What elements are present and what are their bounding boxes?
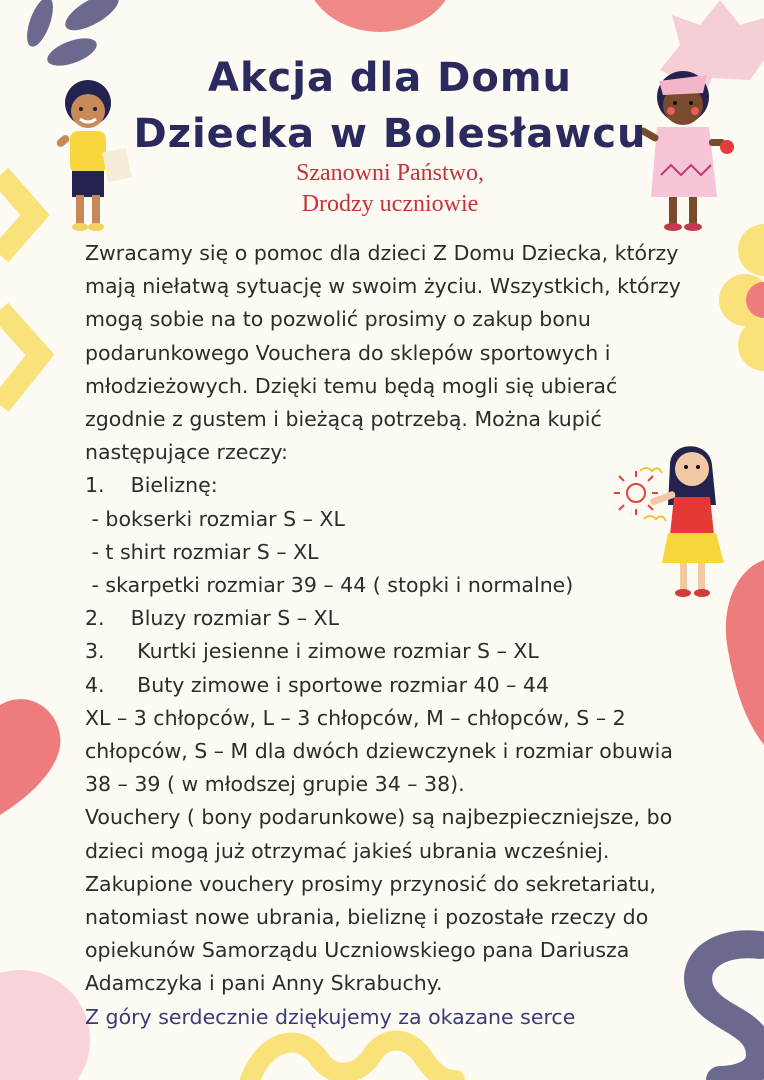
- pink-blob-shape: [305, 0, 455, 32]
- greeting-line: Drodzy uczniowie: [301, 191, 479, 217]
- list-item: 2. Bluzy rozmiar S – XL: [85, 606, 339, 631]
- yellow-squiggle-shape: [250, 1041, 455, 1080]
- page-title: [110, 50, 670, 162]
- body-paragraph: [85, 237, 735, 1034]
- body-line: Adamczyka i pani Anny Skrabuchy.: [85, 971, 443, 996]
- list-item: 3. Kurtki jesienne i zimowe rozmiar S – XL: [85, 639, 539, 664]
- letter-body: [85, 237, 735, 1034]
- navy-leaf-shape: [44, 33, 100, 71]
- pink-heart-shape: [0, 699, 60, 815]
- yellow-zigzag-shape: [0, 175, 35, 255]
- body-line: XL – 3 chłopców, L – 3 chłopców, M – chłopców, S – 2: [85, 705, 626, 730]
- body-line: natomiast nowe ubrania, bieliznę i pozostałe rzeczy do: [85, 905, 649, 930]
- navy-leaf-shape: [22, 0, 59, 50]
- body-line: Zakupione vouchery prosimy przynosić do sekretariatu,: [85, 871, 657, 896]
- list-subitem: - t shirt rozmiar S – XL: [85, 539, 319, 564]
- body-line: dzieci mogą już otrzymać jakieś ubrania wcześniej.: [85, 838, 610, 863]
- title-line: Dziecka w Bolesławcu: [133, 111, 647, 157]
- body-line: Vouchery ( bony podarunkowe) są najbezpieczniejsze, bo: [85, 805, 673, 830]
- body-line: następujące rzeczy:: [85, 440, 288, 465]
- body-line: Zwracamy się o pomoc dla dzieci Z Domu Dziecka, którzy: [85, 241, 679, 265]
- list-item: 1. Bieliznę:: [85, 473, 218, 498]
- greeting-line: Szanowni Państwo,: [296, 160, 484, 186]
- body-line: opiekunów Samorządu Uczniowskiego pana Dariusza: [85, 938, 630, 963]
- list-item: 4. Buty zimowe i sportowe rozmiar 40 – 44: [85, 672, 550, 697]
- body-line: mogą sobie na to pozwolić prosimy o zakup bonu: [85, 307, 591, 332]
- body-line: 38 – 39 ( w młodszej grupie 34 – 38).: [85, 772, 465, 797]
- navy-leaf-shape: [60, 0, 124, 37]
- pink-blob-shape: [0, 970, 90, 1080]
- title-line: Akcja dla Domu: [208, 55, 572, 101]
- closing-line: Z góry serdecznie dziękujemy za okazane serce: [85, 1004, 576, 1029]
- list-subitem: - bokserki rozmiar S – XL: [85, 506, 345, 531]
- body-line: zgodnie z gustem i bieżącą potrzebą. Można kupić: [85, 407, 602, 432]
- greeting: [200, 158, 580, 220]
- yellow-zigzag-shape: [0, 310, 40, 405]
- body-line: podarunkowego Vouchera do sklepów sportowych i: [85, 340, 611, 365]
- body-line: mają niełatwą sytuację w swoim życiu. Wszystkich, którzy: [85, 274, 681, 299]
- list-subitem: - skarpetki rozmiar 39 – 44 ( stopki i normalne): [85, 573, 574, 598]
- body-line: młodzieżowych. Dzięki temu będą mogli się ubierać: [85, 373, 618, 398]
- body-line: chłopców, S – M dla dwóch dziewczynek i rozmiar obuwia: [85, 739, 673, 764]
